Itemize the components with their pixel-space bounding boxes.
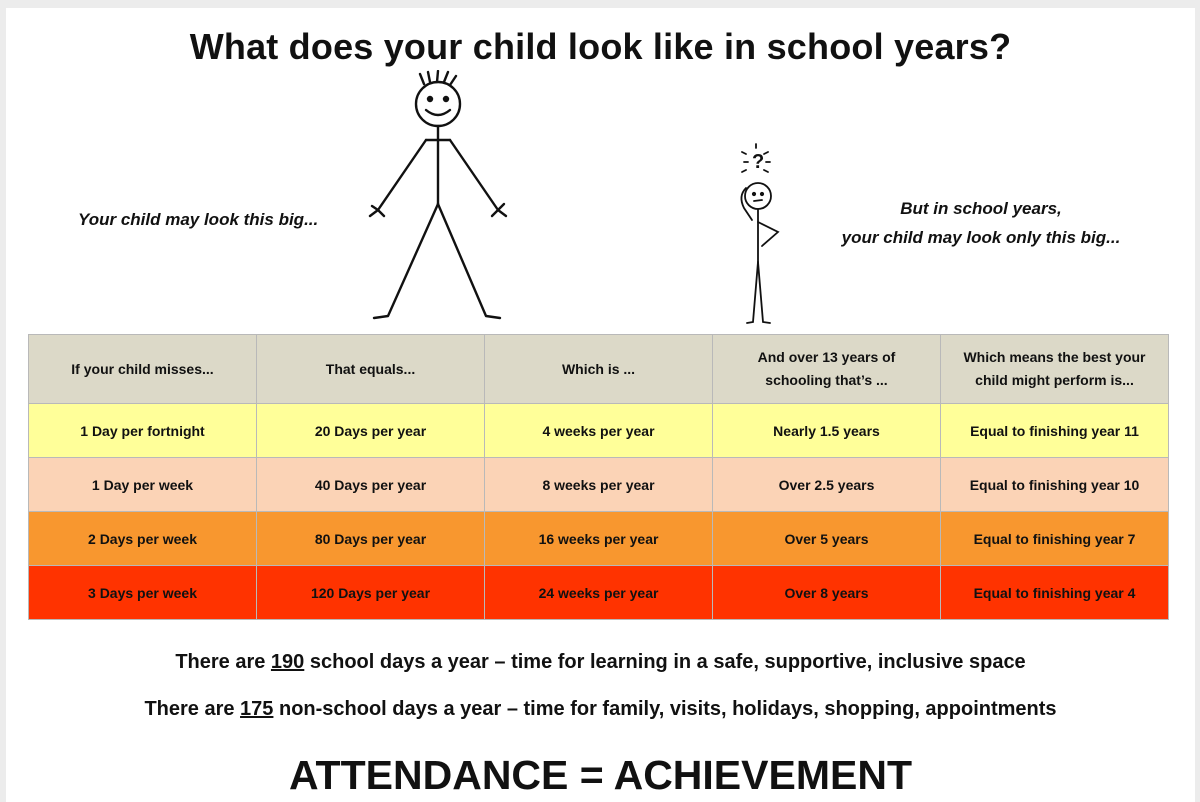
table-cell: Over 5 years — [713, 512, 941, 566]
table-cell: 40 Days per year — [257, 458, 485, 512]
caption-right-line-1: But in school years, — [900, 199, 1062, 218]
non-school-days-line: There are 175 non-school days a year – time for family, visits, holidays, shopping, appointments — [144, 698, 1057, 720]
table-cell: Equal to finishing year 4 — [941, 566, 1169, 620]
table-cell: Over 8 years — [713, 566, 941, 620]
table-cell: 1 Day per week — [29, 458, 257, 512]
table-cell: 80 Days per year — [257, 512, 485, 566]
question-mark: ? — [752, 151, 765, 173]
poster-title: What does your child look like in school years? — [189, 26, 1012, 67]
table-cell: Equal to finishing year 11 — [941, 404, 1169, 458]
table-header-row — [29, 335, 1169, 404]
caption-left: Your child may look this big... — [78, 210, 319, 229]
table-row — [29, 404, 1169, 458]
table-cell: 2 Days per week — [29, 512, 257, 566]
table-row — [29, 458, 1169, 512]
non-school-days-count: 175 — [240, 698, 274, 720]
table-cell: 20 Days per year — [257, 404, 485, 458]
poster — [6, 8, 1195, 802]
school-days-count: 190 — [270, 651, 305, 673]
big-stick-figure-icon — [362, 70, 522, 326]
table-cell: 16 weeks per year — [485, 512, 713, 566]
caption-right-line-2: your child may look only this big... — [841, 228, 1121, 247]
table-row — [29, 566, 1169, 620]
table-cell: 120 Days per year — [257, 566, 485, 620]
table-row — [29, 512, 1169, 566]
table-cell: 3 Days per week — [29, 566, 257, 620]
header-perform: Which means the best your child might perform is... — [941, 335, 1169, 404]
slogan: ATTENDANCE = ACHIEVEMENT — [288, 752, 912, 798]
table-cell: Over 2.5 years — [713, 458, 941, 512]
attendance-table — [28, 334, 1169, 620]
table-cell: Equal to finishing year 10 — [941, 458, 1169, 512]
header-which-is: Which is ... — [485, 335, 713, 404]
table-cell: Equal to finishing year 7 — [941, 512, 1169, 566]
caption-right — [806, 194, 1156, 252]
table-cell: 1 Day per fortnight — [29, 404, 257, 458]
header-misses: If your child misses... — [29, 335, 257, 404]
school-days-line: There are 190 school days a year – time for learning in a safe, supportive, inclusive space — [175, 651, 1026, 673]
small-stick-figure-icon — [720, 134, 810, 324]
header-13-years: And over 13 years of schooling that’s ... — [713, 335, 941, 404]
header-equals: That equals... — [257, 335, 485, 404]
table-cell: 8 weeks per year — [485, 458, 713, 512]
table-cell: 24 weeks per year — [485, 566, 713, 620]
table-cell: 4 weeks per year — [485, 404, 713, 458]
table-cell: Nearly 1.5 years — [713, 404, 941, 458]
